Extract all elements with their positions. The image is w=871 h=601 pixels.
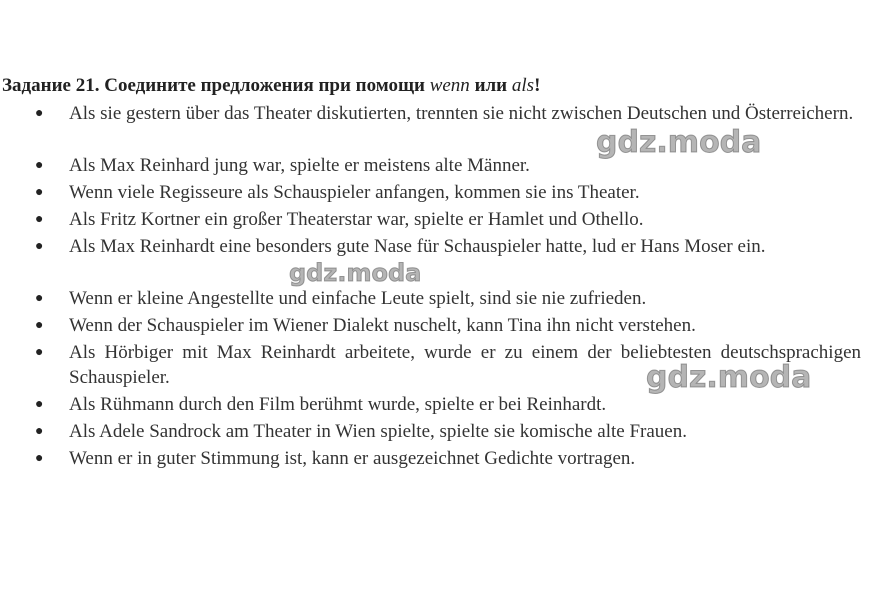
task-heading-prefix: Задание 21. Соедините предложения при помощи [2, 75, 430, 96]
bullet-icon: ● [35, 397, 44, 412]
bullet-icon: ● [35, 424, 44, 439]
list-item [0, 419, 871, 446]
watermark: gdz.moda [289, 259, 422, 287]
sentence-text: Als Fritz Kortner ein großer Theaterstar war, spielte er Hamlet und Othello. [69, 209, 644, 230]
bullet-icon: ● [35, 318, 44, 333]
bullet-icon: ● [35, 106, 44, 121]
task-heading-word-als: als [511, 75, 535, 96]
bullet-icon: ● [35, 291, 44, 306]
bullet-icon: ● [35, 451, 44, 466]
sentence-text: Als sie gestern über das Theater diskutierten, trennten sie nicht zwischen Deutschen und Österreichern. [69, 103, 854, 124]
list-item [0, 446, 871, 473]
bullet-icon: ● [35, 345, 44, 360]
bullet-icon: ● [35, 185, 44, 200]
bullet-icon: ● [35, 239, 44, 254]
task-heading-middle: или [469, 75, 512, 96]
list-item [0, 234, 871, 286]
list-item [0, 392, 871, 419]
sentence-text: Als Hörbiger mit Max Reinhardt arbeitete, wurde er zu einem der beliebtesten deutschsprachigen Schauspieler. [69, 342, 861, 388]
sentence-text: Als Rühmann durch den Film berühmt wurde, spielte er bei Reinhardt. [69, 394, 607, 415]
task-heading-word-wenn: wenn [429, 75, 470, 96]
task-heading-suffix: ! [534, 75, 541, 96]
sentence-text: Als Adele Sandrock am Theater in Wien spielte, spielte sie komische alte Frauen. [69, 421, 687, 442]
sentence-text: Als Max Reinhard jung war, spielte er meistens alte Männer. [69, 155, 530, 176]
sentence-text: Wenn viele Regisseure als Schauspieler anfangen, kommen sie ins Theater. [69, 182, 640, 203]
sentence-text: Wenn er kleine Angestellte und einfache Leute spielt, sind sie nie zufrieden. [69, 288, 647, 309]
sentence-text: Wenn der Schauspieler im Wiener Dialekt nuschelt, kann Tina ihn nicht verstehen. [69, 315, 696, 336]
watermark: gdz.moda [596, 125, 762, 160]
list-item [0, 207, 871, 234]
sentence-text: Als Max Reinhardt eine besonders gute Nase für Schauspieler hatte, lud er Hans Moser ein. [69, 236, 766, 257]
list-item [0, 313, 871, 340]
task-heading [2, 75, 540, 97]
watermark: gdz.moda [646, 360, 812, 395]
sentence-text: Wenn er in guter Stimmung ist, kann er ausgezeichnet Gedichte vortragen. [69, 448, 636, 469]
list-item [0, 286, 871, 313]
bullet-icon: ● [35, 158, 44, 173]
bullet-icon: ● [35, 212, 44, 227]
list-item [0, 180, 871, 207]
